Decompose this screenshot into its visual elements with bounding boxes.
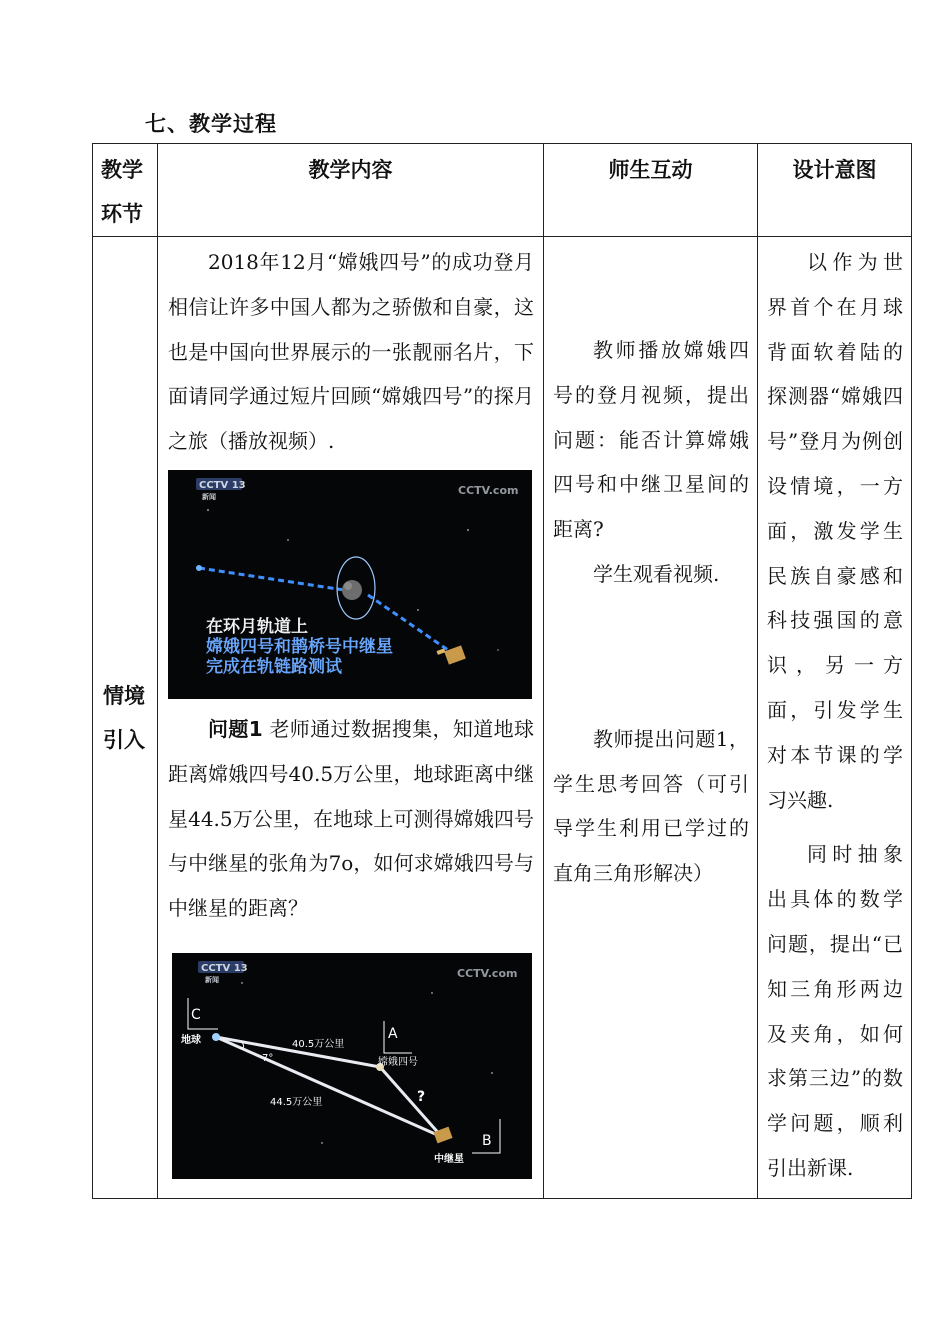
earth-label: 地球 [181, 1034, 201, 1046]
problem-paragraph [168, 707, 534, 931]
interaction-paragraph-2: 学生观看视频. [593, 561, 720, 586]
video-screenshot-1 [168, 470, 532, 699]
cctv-logo-sub: 新闻 [202, 492, 216, 501]
intro-paragraph: 2018年12月“嫦娥四号”的成功登月相信让许多中国人都为之骄傲和自豪，这也是中国向世界展示的一张靓丽名片，下面请同学通过短片回顾“嫦娥四号”的探月之旅（播放视频）. [168, 250, 534, 454]
cctv-logo-sub-2: 新闻 [205, 975, 219, 984]
problem-label: 问题1 [208, 716, 263, 741]
vertex-label-a: A [388, 1025, 398, 1042]
angle-label: 7° [262, 1052, 274, 1064]
teaching-process-table [92, 143, 912, 1199]
problem-text: 老师通过数据搜集，知道地球距离嫦娥四号40.5万公里，地球距离中继星44.5万公里，在地球上可测得嫦娥四号与中继星的张角为7o，如何求嫦娥四号与中继星的距离？ [168, 716, 535, 921]
design-paragraph-2: 同时抽象出具体的数学问题，提出“已知三角形两边及夹角，如何求第三边”的数学问题，顺利引出新课. [767, 842, 903, 1180]
table-header-row [93, 144, 912, 237]
interaction-paragraph-3: 教师提出问题1，学生思考回答（可引导学生利用已学过的直角三角形解决） [553, 726, 749, 886]
distance-ac-label: 40.5万公里 [292, 1038, 345, 1050]
stage-label: 情境引入 [103, 683, 145, 752]
section-title: 七、教学过程 [145, 112, 277, 136]
change4-label: 嫦娥四号 [378, 1056, 418, 1068]
video-caption-line3: 完成在轨链路测试 [206, 656, 342, 677]
content-cell [158, 237, 544, 1199]
table-row [93, 237, 912, 1199]
video-caption-line1: 在环月轨道上 [206, 616, 308, 637]
design-paragraph-1: 以作为世界首个在月球背面软着陆的探测器“嫦娥四号”登月为例创设情境，一方面，激发学生民族自豪感和科技强国的意识，另一方面，引发学生对本节课的学习兴趣. [767, 250, 903, 812]
cctv-logo-2: CCTV 13 [201, 962, 248, 974]
vertex-label-c: C [191, 1006, 201, 1023]
triangle-diagram-image [172, 953, 532, 1179]
header-design: 设计意图 [758, 144, 912, 237]
cctv-watermark: CCTV.com [458, 483, 519, 497]
distance-bc-label: 44.5万公里 [270, 1096, 323, 1108]
interaction-paragraph-1: 教师播放嫦娥四号的登月视频，提出问题：能否计算嫦娥四号和中继卫星间的距离? [553, 338, 749, 542]
header-interaction: 师生互动 [544, 144, 758, 237]
interaction-cell [544, 237, 758, 1199]
cctv-watermark-2: CCTV.com [457, 966, 518, 980]
design-cell [758, 237, 912, 1199]
cctv-logo: CCTV 13 [199, 479, 246, 491]
unknown-side-label: ? [417, 1088, 426, 1105]
header-stage: 教学环节 [93, 144, 158, 237]
header-content: 教学内容 [158, 144, 544, 237]
stage-cell [93, 237, 158, 1199]
video-caption-line2: 嫦娥四号和鹊桥号中继星 [206, 636, 393, 657]
relay-label: 中继星 [434, 1153, 464, 1165]
vertex-label-b: B [482, 1132, 492, 1149]
